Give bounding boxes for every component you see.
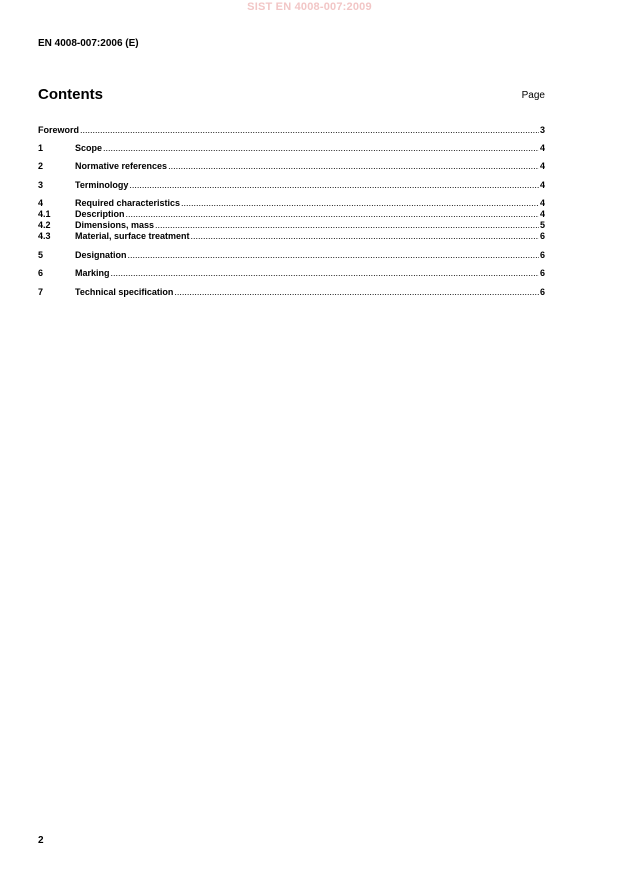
toc-entry-title: Scope xyxy=(75,143,103,153)
toc-entry-number: 6 xyxy=(38,268,44,278)
toc-entry-terminology[interactable] xyxy=(38,180,545,191)
toc-leader-dots xyxy=(168,161,539,172)
toc-entry-title: Dimensions, mass xyxy=(75,220,155,230)
toc-entry-dimensions-mass[interactable] xyxy=(38,220,545,231)
toc-entry-number: 3 xyxy=(38,180,44,190)
toc-entry-title: Normative references xyxy=(75,161,168,171)
toc-entry-page: 4 xyxy=(539,198,545,208)
toc-entry-technical-specification[interactable] xyxy=(38,287,545,298)
toc-entry-title: Material, surface treatment xyxy=(75,231,190,241)
toc-entry-title: Marking xyxy=(75,268,110,278)
toc-leader-dots xyxy=(128,250,539,261)
toc-entry-page: 6 xyxy=(539,287,545,297)
toc-entry-title: Technical specification xyxy=(75,287,174,297)
toc-leader-dots xyxy=(103,143,539,154)
toc-entry-page: 4 xyxy=(539,143,545,153)
toc-entry-number: 2 xyxy=(38,161,44,171)
toc-entry-page: 6 xyxy=(539,268,545,278)
toc-entry-page: 4 xyxy=(539,161,545,171)
toc-leader-dots xyxy=(155,220,539,231)
toc-entry-number: 7 xyxy=(38,287,44,297)
toc-entry-page: 6 xyxy=(539,231,545,241)
document-id: EN 4008-007:2006 (E) xyxy=(38,38,139,49)
toc-entry-required-characteristics[interactable] xyxy=(38,198,545,209)
toc-entry-title: Foreword xyxy=(38,125,80,135)
toc-entry-marking[interactable] xyxy=(38,268,545,279)
toc-entry-number: 4.1 xyxy=(38,209,51,219)
page-column-label: Page xyxy=(521,90,545,101)
toc-entry-page: 4 xyxy=(539,180,545,190)
toc-entry-title: Designation xyxy=(75,250,127,260)
toc-entry-title: Required characteristics xyxy=(75,198,181,208)
watermark: SIST EN 4008-007:2009 xyxy=(247,1,372,13)
toc-entry-page: 4 xyxy=(539,209,545,219)
toc-entry-title: Terminology xyxy=(75,180,129,190)
toc-entry-number: 4.2 xyxy=(38,220,51,230)
contents-heading: Contents xyxy=(38,86,103,103)
toc-entry-description[interactable] xyxy=(38,209,545,220)
toc-leader-dots xyxy=(111,268,539,279)
toc-leader-dots xyxy=(174,287,539,298)
toc-entry-material-surface-treatment[interactable] xyxy=(38,231,545,242)
toc-entry-page: 6 xyxy=(539,250,545,260)
toc-leader-dots xyxy=(191,231,539,242)
toc-leader-dots xyxy=(80,125,539,136)
toc-entry-number: 1 xyxy=(38,143,44,153)
toc-entry-number: 4.3 xyxy=(38,231,51,241)
toc-entry-page: 5 xyxy=(539,220,545,230)
toc-leader-dots xyxy=(126,209,539,220)
toc-entry-foreword[interactable] xyxy=(38,125,545,136)
toc-leader-dots xyxy=(181,198,539,209)
toc-entry-page: 3 xyxy=(539,125,545,135)
toc-leader-dots xyxy=(129,180,539,191)
toc-entry-number: 4 xyxy=(38,198,44,208)
page-number: 2 xyxy=(38,835,44,846)
toc-entry-designation[interactable] xyxy=(38,250,545,261)
toc-entry-normative-references[interactable] xyxy=(38,161,545,172)
toc-entry-number: 5 xyxy=(38,250,44,260)
toc-entry-title: Description xyxy=(75,209,125,219)
toc-entry-scope[interactable] xyxy=(38,143,545,154)
